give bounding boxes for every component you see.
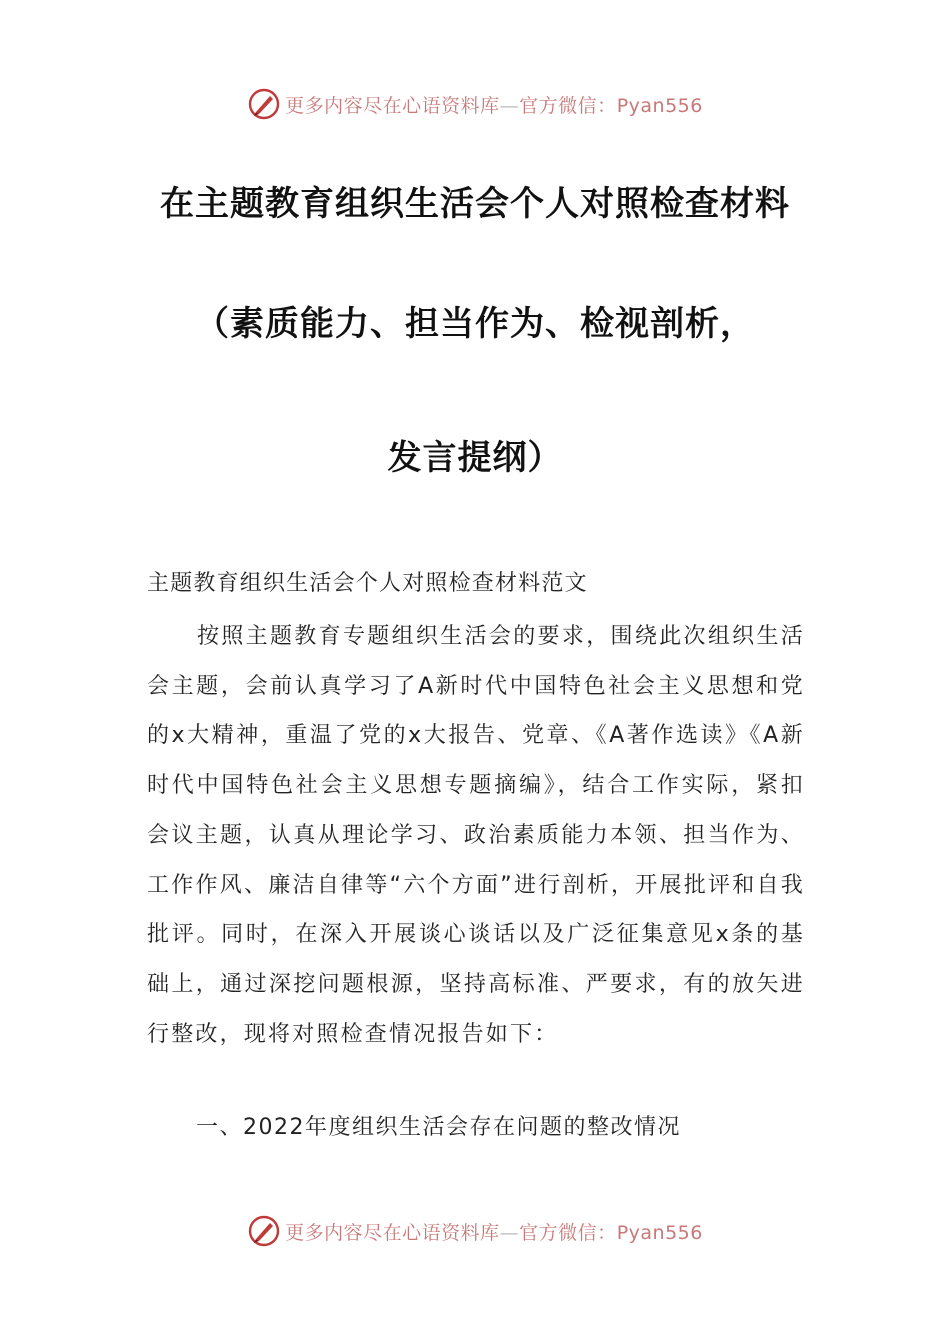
pen-logo-icon [247,1214,281,1248]
watermark-main: 更多内容尽在心语资料库 [285,94,500,117]
watermark-text [285,91,703,118]
watermark-wechat-id: Pyan556 [616,1221,703,1244]
document-title-line-2: （素质能力、担当作为、检视剖析， [195,304,755,344]
watermark-text [285,1218,703,1245]
watermark-wechat-id: Pyan556 [616,94,703,117]
body-paragraph: 按照主题教育专题组织生活会的要求，围绕此次组织生活会主题，会前认真学习了A新时代中国特色社会主义思想和党的x大精神，重温了党的x大报告、党章、《A著作选读》《A新时代中国特色社会主义思想专题摘编》，结合工作实际，紧扣会议主题，认真从理论学习、政治素质能力本领、担当作为、工作作风、廉洁自律等“六个方面”进行剖析，开展批评和自我批评。同时，在深入开展谈心谈话以及广泛征集意见x条的基础上，通过深挖问题根源，坚持高标准、严要求，有的放矢进行整改，现将对照检查情况报告如下： [147,624,805,1047]
watermark-separator: — [499,1221,520,1244]
watermark-main: 更多内容尽在心语资料库 [285,1221,500,1244]
watermark-wechat-label: 官方微信： [519,94,617,117]
document-title-line-1: 在主题教育组织生活会个人对照检查材料 [160,184,790,224]
section-heading-1: 一、2022年度组织生活会存在问题的整改情况 [196,1115,681,1140]
watermark-wechat-label: 官方微信： [519,1221,617,1244]
pen-logo-icon [247,87,281,121]
document-subtitle: 主题教育组织生活会个人对照检查材料范文 [147,571,588,596]
footer-watermark-banner [0,1211,950,1251]
header-watermark-banner [0,84,950,124]
document-title-line-3: 发言提纲） [387,438,563,478]
watermark-separator: — [499,94,520,117]
